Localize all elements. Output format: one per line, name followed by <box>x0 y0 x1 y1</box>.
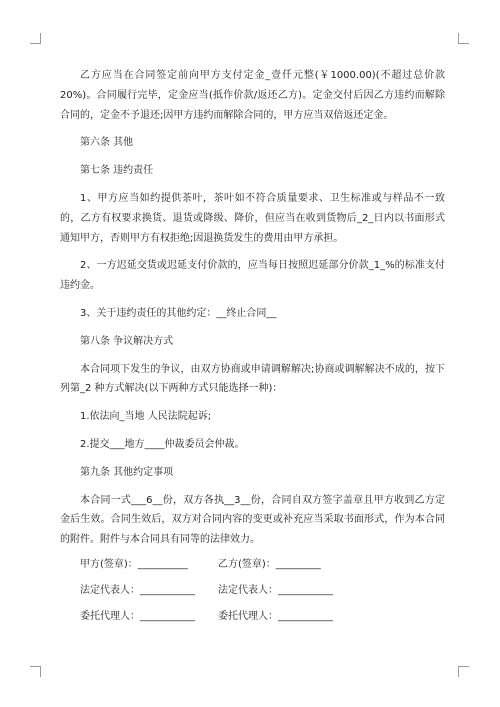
crop-mark-bottom-right <box>458 666 469 677</box>
party-a-agent: 委托代理人：___________ <box>80 610 195 622</box>
party-b-legal-rep: 法定代表人：___________ <box>218 584 333 596</box>
crop-mark-top-right <box>458 33 469 44</box>
article-7-heading: 第七条 违约责任 <box>80 165 154 177</box>
article-8-heading: 第八条 争议解决方式 <box>80 335 174 347</box>
document-body <box>60 66 445 636</box>
article-6-heading: 第六条 其他 <box>80 137 134 149</box>
article-9-heading: 第九条 其他约定事项 <box>80 466 174 478</box>
deposit-clause: 乙方应当在合同签定前向甲方支付定金_壹仟元整(￥1000.00)(不超过总价款20%)。合同履行完毕，定金应当(抵作价款/返还乙方)。定金交付后因乙方违约而解除合同的，定金不予退还;因甲方违约而解除合同的，甲方应当双倍返还定金。 <box>60 70 445 121</box>
other-terms-text: 本合同一式___6__份，双方各执__3__份，合同自双方签字盖章且甲方收到乙方定金后生效。合同生效后，双方对合同内容的变更或补充应当采取书面形式，作为本合同的附件。附件与本合同具有同等的法律效力。 <box>60 494 445 546</box>
liability-item-1: 1、甲方应当如约提供茶叶，茶叶如不符合质量要求、卫生标准或与样品不一致的，乙方有权要求换货、退货或降级、降价，但应当在收到货物后_2_日内以书面形式通知甲方，否则甲方有权拒绝;因退换货发生的费用由甲方承担。 <box>60 192 445 244</box>
signature-row-agent <box>80 610 445 624</box>
dispute-resolution-text: 本合同项下发生的争议，由双方协商或申请调解解决;协商或调解解决不成的，按下列第_2 种方式解决(以下两种方式只能选择一种)： <box>60 363 445 395</box>
party-b-signature: 乙方(签章)：_________ <box>218 558 321 570</box>
signature-row-legal-rep <box>80 584 445 598</box>
crop-mark-bottom-left <box>30 666 41 677</box>
signature-row-party <box>80 558 445 572</box>
liability-item-3: 3、关于违约责任的其他约定：__终止合同__ <box>80 307 277 319</box>
dispute-option-2: 2.提交___地方____仲裁委员会仲裁。 <box>80 438 245 450</box>
party-a-legal-rep: 法定代表人：___________ <box>80 584 195 596</box>
dispute-option-1: 1.依法向_当地 人民法院起诉; <box>80 411 212 423</box>
liability-item-2: 2、一方迟延交货或迟延支付价款的，应当每日按照迟延部分价款_1_%的标准支付违约金。 <box>60 260 445 292</box>
party-b-agent: 委托代理人：___________ <box>218 610 333 622</box>
party-a-signature: 甲方(签章)：__________ <box>80 558 188 570</box>
crop-mark-top-left <box>30 33 41 44</box>
